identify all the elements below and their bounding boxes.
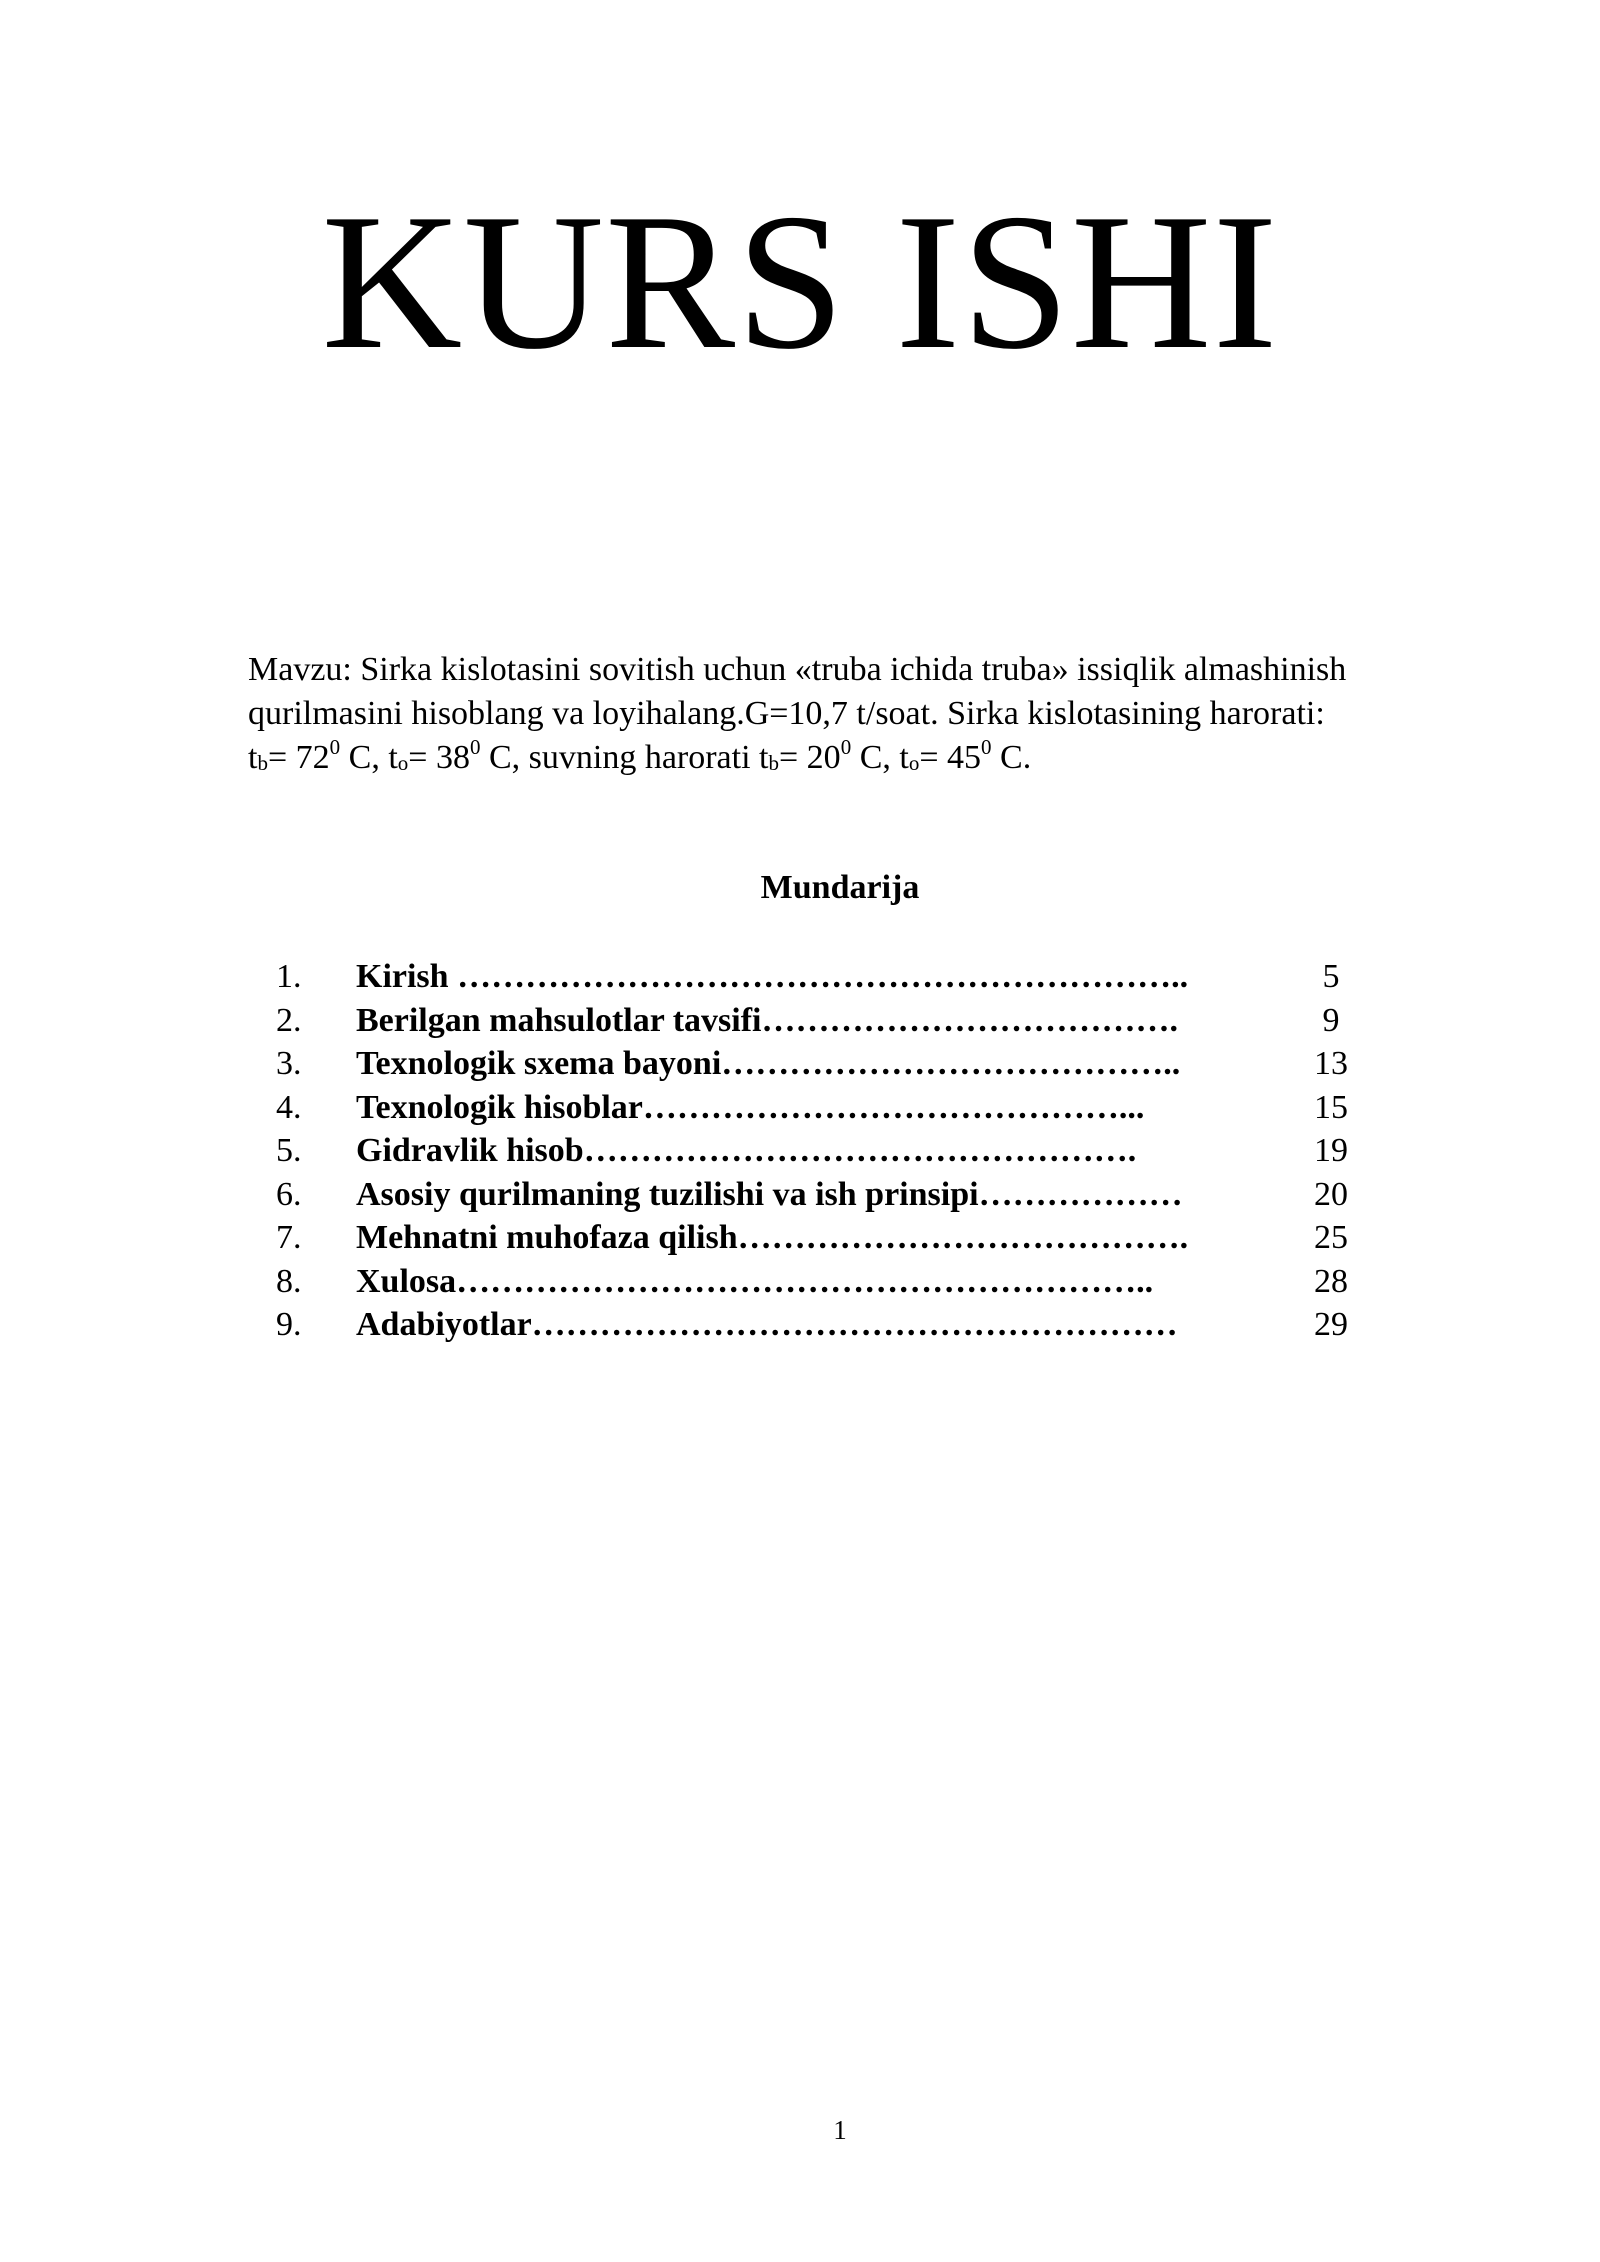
toc-item-page: 28 (1314, 1262, 1348, 1300)
toc-item-page: 5 (1322, 958, 1340, 995)
toc-item-title: Texnologik hisoblar……………………………………... (356, 1088, 1145, 1126)
temp-value: = 38 (408, 739, 470, 776)
toc-heading: Mundarija (760, 869, 920, 906)
temp-unit: C, (340, 739, 389, 776)
topic-paragraph (248, 648, 1498, 780)
temp-symbol: t (899, 739, 909, 776)
temp-subscript: o (397, 751, 409, 775)
toc-item (276, 1216, 1396, 1260)
toc-item-page: 29 (1314, 1306, 1348, 1343)
toc-item-number: 3. (276, 1045, 302, 1082)
topic-line-3 (248, 736, 1498, 780)
temp-symbol: t (388, 739, 398, 776)
toc-item-page: 13 (1314, 1045, 1348, 1082)
toc-item-title: Adabiyotlar………………………………………………… (356, 1306, 1178, 1343)
temp-subscript: b (257, 751, 268, 775)
toc-item-number: 4. (276, 1088, 302, 1126)
table-of-contents (276, 955, 1396, 1347)
degree-superscript: 0 (469, 735, 481, 759)
toc-item (276, 1173, 1396, 1217)
toc-item-title: Xulosa…………………………………………………….. (356, 1262, 1154, 1300)
toc-item (276, 955, 1396, 999)
toc-item-number: 6. (276, 1175, 302, 1213)
temp-unit: C, (851, 739, 900, 776)
toc-item-title: Texnologik sxema bayoni………………………………….. (356, 1045, 1181, 1082)
temp-subscript: b (768, 751, 779, 775)
topic-line-1: Mavzu: Sirka kislotasini sovitish uchun «truba ichida truba» issiqlik almashinish (248, 651, 1347, 688)
toc-item-number: 7. (276, 1219, 302, 1256)
toc-item (276, 1129, 1396, 1173)
toc-item (276, 1086, 1396, 1130)
toc-item (276, 1260, 1396, 1304)
toc-item-title: Asosiy qurilmaning tuzilishi va ish prinsipi……………… (356, 1175, 1183, 1213)
temp-unit: C. (991, 739, 1032, 776)
degree-superscript: 0 (981, 735, 992, 759)
toc-item-title: Gidravlik hisob…………………………………………. (356, 1132, 1137, 1169)
toc-item (276, 1303, 1396, 1347)
toc-item-page: 25 (1314, 1219, 1348, 1256)
toc-item-number: 8. (276, 1262, 302, 1300)
temp-symbol: t (248, 739, 258, 776)
toc-item-number: 5. (276, 1132, 302, 1169)
temp-value: = 20 (779, 739, 841, 776)
toc-item-number: 9. (276, 1306, 302, 1343)
toc-item-title: Mehnatni muhofaza qilish…………………………………. (356, 1219, 1189, 1256)
toc-item-page: 9 (1322, 1001, 1340, 1039)
topic-line-2: qurilmasini hisoblang va loyihalang.G=10,7 t/soat. Sirka kislotasining harorati: (248, 695, 1325, 732)
toc-item-page: 19 (1314, 1132, 1348, 1169)
toc-item (276, 999, 1396, 1043)
toc-item-title: Kirish ……………………………………………………….. (356, 958, 1189, 995)
toc-item-title: Berilgan mahsulotlar tavsifi………………………………. (356, 1001, 1178, 1039)
toc-item-number: 1. (276, 958, 302, 995)
toc-item-page: 15 (1314, 1088, 1348, 1126)
temp-value: = 45 (919, 739, 982, 776)
temp-unit: C, suvning harorati (480, 739, 760, 776)
toc-item-number: 2. (276, 1001, 302, 1039)
toc-item (276, 1042, 1396, 1086)
degree-superscript: 0 (840, 735, 852, 759)
toc-item-page: 20 (1314, 1175, 1348, 1213)
temp-symbol: t (759, 739, 769, 776)
temp-value: = 72 (267, 739, 330, 776)
page-number: 1 (833, 2115, 847, 2145)
document-title: KURS ISHI (321, 174, 1279, 390)
degree-superscript: 0 (329, 735, 341, 759)
temp-subscript: o (908, 751, 920, 775)
